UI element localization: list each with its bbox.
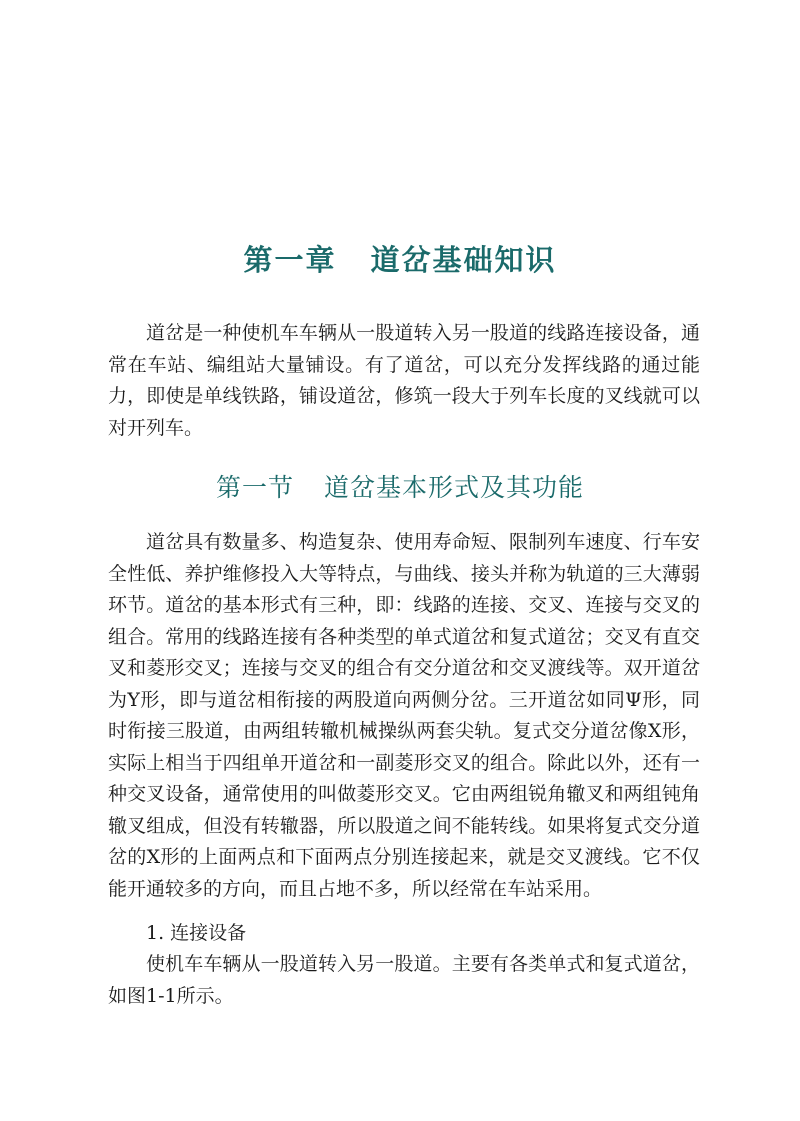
section-body-paragraph: 道岔具有数量多、构造复杂、使用寿命短、限制列车速度、行车安全性低、养护维修投入大等特点，与曲线、接头并称为轨道的三大薄弱环节。道岔的基本形式有三种，即：线路的连接、交叉、连接与交叉的组合。常用的线路连接有各种类型的单式道岔和复式道岔；交叉有直交叉和菱形交叉；连接与交叉的组合有交分道岔和交叉渡线等。双开道岔为Y形，即与道岔相衔接的两股道向两侧分岔。三开道岔如同Ψ形，同时衔接三股道，由两组转辙机械操纵两套尖轨。复式交分道岔像X形，实际上相当于四组单开道岔和一副菱形交叉的组合。除此以外，还有一种交叉设备，通常使用的叫做菱形交叉。它由两组锐角辙叉和两组钝角辙叉组成，但没有转辙器，所以股道之间不能转线。如果将复式交分道岔的X形的上面两点和下面两点分别连接起来，就是交叉渡线。它不仅能开通较多的方向，而且占地不多，所以经常在车站采用。 [108,531,700,900]
item-heading: 1. 连接设备 [146,922,247,944]
section-title [0,468,800,504]
chapter-title [0,238,800,279]
intro-paragraph: 道岔是一种使机车车辆从一股道转入另一股道的线路连接设备，通常在车站、编组站大量铺设。有了道岔，可以充分发挥线路的通过能力，即使是单线铁路，铺设道岔，修筑一段大于列车长度的叉线就可以对开列车。 [108,322,700,439]
section-number: 第一节 [215,473,294,502]
item-body-paragraph: 使机车车辆从一股道转入另一股道。主要有各类单式和复式道岔，如图1-1所示。 [108,953,700,1007]
section-name: 道岔基本形式及其功能 [324,473,585,502]
chapter-name: 道岔基础知识 [370,243,557,277]
chapter-number: 第一章 [243,243,337,277]
